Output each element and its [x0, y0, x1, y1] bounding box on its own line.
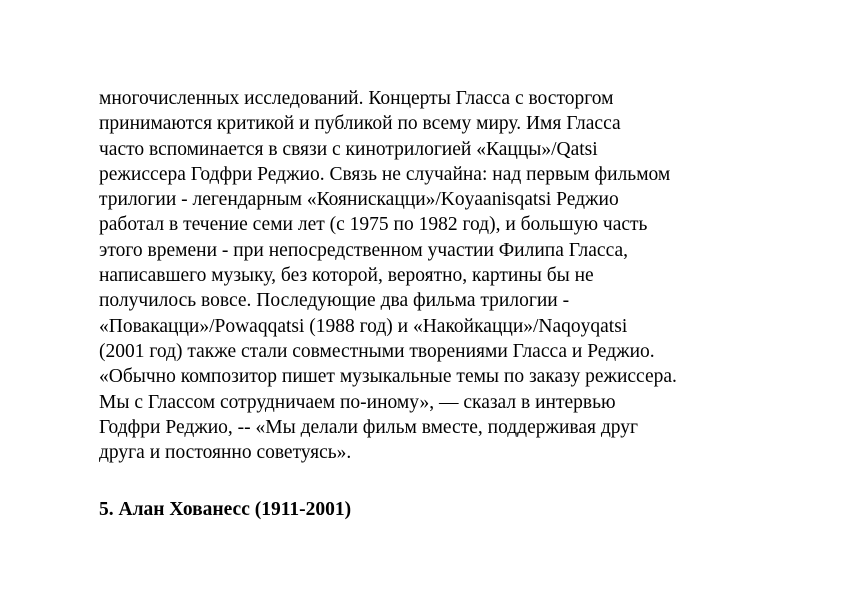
paragraph-line: Годфри Реджио, -- «Мы делали фильм вместе, поддерживая друг [99, 416, 639, 438]
paragraph-line: принимаются критикой и публикой по всему миру. Имя Гласса [99, 113, 621, 135]
paragraph-line: получилось вовсе. Последующие два фильма трилогии - [99, 290, 570, 312]
paragraph-line: работал в течение семи лет (с 1975 по 1982 год), и большую часть [99, 214, 648, 236]
section-heading: 5. Алан Хованесс (1911-2001) [99, 499, 352, 520]
paragraph-line: Мы с Глассом сотрудничаем по-иному», — сказал в интервью [99, 391, 616, 413]
paragraph-line: трилогии - легендарным «Коянискацци»/Koyaanisqatsi Реджио [99, 189, 619, 211]
paragraph-line: «Обычно композитор пишет музыкальные темы по заказу режиссера. [99, 366, 677, 388]
paragraph-line: многочисленных исследований. Концерты Гласса с восторгом [99, 88, 614, 109]
paragraph-line: друга и постоянно советуясь». [99, 442, 352, 464]
paragraph-line: написавшего музыку, без которой, вероятно, картины бы не [99, 265, 594, 287]
paragraph-line: «Повакацци»/Powaqqatsi (1988 год) и «Накойкацци»/Naqoyqatsi [99, 315, 628, 337]
paragraph-line: часто вспоминается в связи с кинотрилогией «Каццы»/Qatsi [99, 138, 598, 160]
body-paragraph [99, 86, 759, 465]
paragraph-line: (2001 год) также стали совместными творениями Гласса и Реджио. [99, 340, 655, 362]
paragraph-line: режиссера Годфри Реджио. Связь не случайна: над первым фильмом [99, 163, 671, 185]
paragraph-line: этого времени - при непосредственном участии Филипа Гласса, [99, 239, 628, 261]
